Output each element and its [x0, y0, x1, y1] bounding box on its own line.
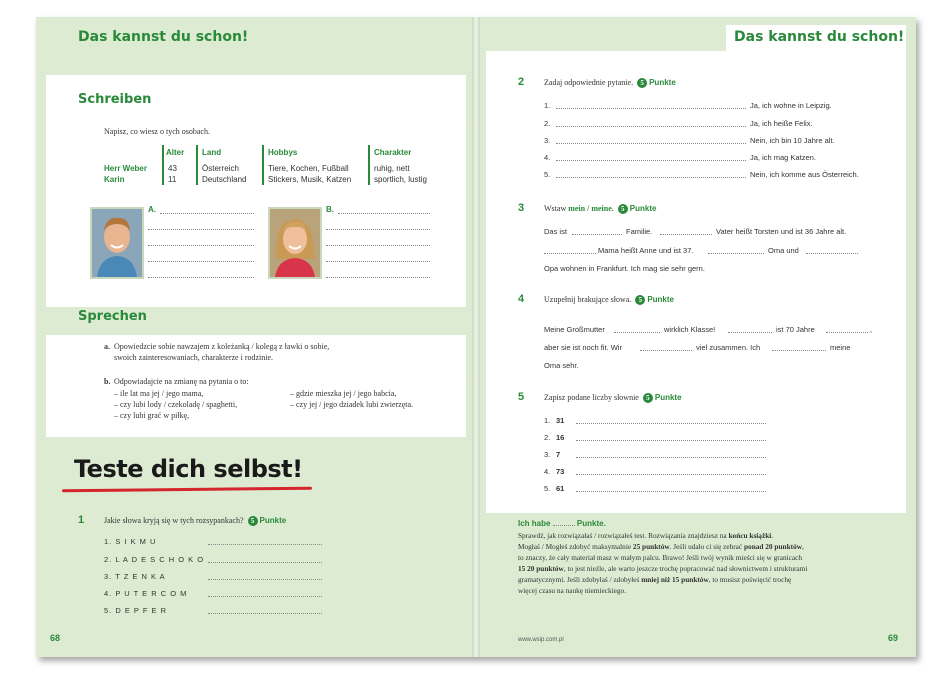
result-line	[518, 563, 878, 574]
page-number: 69	[888, 633, 899, 643]
answer-line[interactable]	[148, 229, 254, 230]
anagram-item: 3. T Z E N K A	[104, 572, 166, 581]
answer-line[interactable]	[208, 579, 322, 580]
table-divider	[262, 145, 264, 185]
answer-line[interactable]	[326, 245, 430, 246]
answer-line[interactable]	[326, 261, 430, 262]
item-num: 2.	[544, 119, 551, 128]
task-text	[544, 295, 674, 305]
text-segment: Oma und	[768, 246, 799, 255]
answer-line[interactable]	[326, 229, 430, 230]
label-b: B.	[326, 205, 334, 214]
item-answer: Nein, ich komme aus Österreich.	[750, 170, 859, 179]
text-bold: 25 punktów	[632, 542, 670, 551]
table-divider	[196, 145, 198, 185]
page-header: Das kannst du schon!	[78, 29, 249, 45]
text-segment: wirklich Klasse!	[664, 325, 716, 334]
text-segment: Familie.	[626, 227, 653, 236]
text-segment: Vater heißt Torsten und ist 36 Jahre alt.	[716, 227, 847, 236]
text-segment: .	[771, 531, 774, 540]
text-segment: Sprawdź, jak rozwiązałaś / rozwiązałeś test. Rozwiązania znajdziesz na	[518, 531, 729, 540]
text-segment: Opa wohnen in Frankfurt. Ich mag sie sehr gern.	[544, 264, 705, 273]
text-segment: aber sie ist noch fit. Wir	[544, 343, 622, 352]
task-instruction: Zapisz podane liczby słownie	[544, 393, 639, 402]
text-segment: meine	[830, 343, 851, 352]
sprechen-a-label: a.	[104, 342, 110, 351]
gap-line[interactable]	[614, 332, 660, 333]
row-land: Deutschland	[202, 175, 247, 184]
schreiben-title: Schreiben	[78, 92, 152, 107]
table-divider	[162, 145, 164, 185]
website: www.wsip.com.pl	[518, 637, 564, 643]
row-charakter: ruhig, nett	[374, 164, 410, 173]
boy-portrait-icon	[92, 209, 142, 277]
text-segment: , to jest nieźle, ale warto jeszcze trochę popracować nad słownictwem i strukturami	[563, 564, 808, 573]
points-badge: 5	[618, 204, 628, 214]
item-num: 5.	[544, 484, 551, 493]
sprechen-item: – czy lubi lody / czekoladę / spaghetti,	[114, 400, 238, 409]
book-gutter	[472, 17, 480, 657]
page-header: Das kannst du schon!	[734, 29, 905, 45]
number-value: 61	[556, 484, 565, 493]
task-number: 1	[78, 514, 85, 526]
points-badge: 5	[635, 295, 645, 305]
sprechen-item: – czy lubi grać w piłkę,	[114, 411, 190, 420]
result-line	[518, 574, 878, 585]
item-num: 3.	[544, 136, 551, 145]
answer-line[interactable]	[148, 245, 254, 246]
text-segment: ,	[870, 325, 873, 334]
sprechen-a-text: swoich zainteresowaniach, charakterze i rodzinie.	[114, 353, 274, 362]
gap-line[interactable]	[660, 234, 712, 235]
text-segment: Oma sehr.	[544, 361, 579, 370]
text-segment: ist 70 Jahre	[776, 325, 815, 334]
left-page	[36, 17, 476, 657]
item-num: 2.	[544, 433, 551, 442]
points-badge: 5	[637, 78, 647, 88]
col-alter: Alter	[166, 148, 185, 157]
gap-line[interactable]	[544, 253, 596, 254]
score-field[interactable]	[553, 525, 575, 526]
task-instruction: Wstaw	[544, 204, 567, 213]
gap-line[interactable]	[826, 332, 868, 333]
answer-line[interactable]	[148, 277, 254, 278]
answer-line[interactable]	[208, 596, 322, 597]
text-segment: ,	[801, 542, 804, 551]
schreiben-instruction: Napisz, co wiesz o tych osobach.	[104, 127, 210, 136]
col-charakter: Charakter	[374, 148, 412, 157]
number-value: 16	[556, 433, 565, 442]
points-label: Punkte	[654, 393, 682, 402]
answer-line[interactable]	[208, 544, 322, 545]
points-label: Punkte	[629, 204, 657, 213]
sprechen-item: – gdzie mieszka jej / jego babcia,	[290, 389, 397, 398]
row-charakter: sportlich, lustig	[374, 175, 427, 184]
item-num: 1.	[544, 101, 551, 110]
col-hobbys: Hobbys	[268, 148, 298, 157]
photo-karin	[268, 207, 322, 279]
row-alter: 43	[168, 164, 177, 173]
item-answer: Nein, ich bin 10 Jahre alt.	[750, 136, 835, 145]
number-value: 7	[556, 450, 561, 459]
text-segment: Meine Großmutter	[544, 325, 605, 334]
item-num: 3.	[544, 450, 551, 459]
task-text	[104, 516, 286, 526]
text-segment: Mogłaś / Mogłeś zdobyć maksymalnie	[518, 542, 633, 551]
table-divider	[368, 145, 370, 185]
test-title: Teste dich selbst!	[74, 455, 303, 483]
row-alter: 11	[168, 175, 177, 184]
anagram-item: 2. L A D E S C H O K O	[104, 555, 205, 564]
task-instruction: Zadaj odpowiednie pytanie.	[544, 78, 634, 87]
task-number: 3	[518, 202, 525, 214]
result-line: to znaczy, że cały materiał masz w małym palcu. Brawo! Jeśli twój wynik mieści się w granicach	[518, 553, 803, 562]
points-label: Punkte	[647, 295, 674, 304]
result-title-b: Punkte.	[576, 519, 606, 528]
anagram-item: 4. P U T E R C O M	[104, 589, 188, 598]
answer-line[interactable]	[556, 160, 746, 161]
result-title-a: Ich habe	[518, 519, 551, 528]
gap-line[interactable]	[640, 350, 692, 351]
photo-herr-weber	[90, 207, 144, 279]
text-segment: , to musisz poświęcić trochę	[708, 575, 792, 584]
result-line	[518, 530, 878, 541]
row-land: Österreich	[202, 164, 239, 173]
answer-line[interactable]	[338, 213, 430, 214]
item-answer: Ja, ich heiße Felix.	[750, 119, 813, 128]
gap-line[interactable]	[572, 234, 622, 235]
item-num: 1.	[544, 416, 551, 425]
item-answer: Ja, ich wohne in Leipzig.	[750, 101, 832, 110]
points-label: Punkte	[649, 78, 676, 87]
task-text	[544, 78, 676, 88]
text-segment: Das ist	[544, 227, 567, 236]
task-instruction: Uzupełnij brakujące słowa.	[544, 295, 632, 304]
text-segment: gramatycznymi. Jeśli zdobyłaś / zdobyłeś	[518, 575, 642, 584]
text-bold: końcu książki	[728, 531, 772, 540]
text-segment: viel zusammen. Ich	[696, 343, 761, 352]
answer-line[interactable]	[160, 213, 254, 214]
row-name: Herr Weber	[104, 164, 147, 173]
row-hobbys: Stickers, Musik, Katzen	[268, 175, 352, 184]
answer-line[interactable]	[208, 613, 322, 614]
item-num: 5.	[544, 170, 551, 179]
answer-line[interactable]	[326, 277, 430, 278]
result-title	[518, 519, 606, 528]
text-bold: ponad 20 punktów	[743, 542, 802, 551]
gap-line[interactable]	[806, 253, 858, 254]
answer-line[interactable]	[556, 177, 746, 178]
item-answer: Ja, ich mag Katzen.	[750, 153, 816, 162]
sprechen-a-text: Opowiedzcie sobie nawzajem z koleżanką / kolegą z ławki o sobie,	[114, 342, 330, 351]
answer-line[interactable]	[576, 491, 766, 492]
answer-line[interactable]	[556, 126, 746, 127]
sprechen-b-text: Odpowiadajcie na zmianę na pytania o to:	[114, 377, 249, 386]
row-hobbys: Tiere, Kochen, Fußball	[268, 164, 349, 173]
right-page	[476, 17, 916, 657]
result-text	[518, 530, 878, 596]
result-line: więcej czasu na naukę niemieckiego.	[518, 586, 626, 595]
anagram-item: 1. S I K M U	[104, 537, 157, 546]
sprechen-item: – czy jej / jego dziadek lubi zwierzęta.	[290, 400, 414, 409]
book-spread	[36, 17, 916, 657]
gap-line[interactable]	[708, 253, 764, 254]
row-name: Karin	[104, 175, 125, 184]
task-number: 2	[518, 76, 525, 88]
task-number: 5	[518, 391, 525, 403]
label-a: A.	[148, 205, 156, 214]
task-text	[544, 393, 682, 403]
task-text	[544, 204, 656, 214]
points-badge: 5	[643, 393, 653, 403]
col-land: Land	[202, 148, 222, 157]
task-keywords: mein / meine.	[568, 204, 614, 213]
anagram-item: 5. D E P F E R	[104, 606, 168, 615]
task-instruction: Jakie słowa kryją się w tych rozsypankach?	[104, 516, 244, 525]
points-label: Punkte	[259, 516, 287, 525]
text-segment: Mama heißt Anne und ist 37.	[598, 246, 694, 255]
answer-line[interactable]	[208, 562, 322, 563]
points-badge: 5	[248, 516, 258, 526]
answer-line[interactable]	[556, 108, 746, 109]
sprechen-title: Sprechen	[78, 309, 147, 324]
answer-line[interactable]	[556, 143, 746, 144]
text-bold: mniej niż 15 punktów	[641, 575, 709, 584]
sprechen-b-label: b.	[104, 377, 111, 386]
page-number: 68	[50, 633, 61, 643]
text-segment: . Jeśli udało ci się zebrać	[669, 542, 744, 551]
answer-line[interactable]	[576, 474, 766, 475]
item-num: 4.	[544, 467, 551, 476]
girl-portrait-icon	[270, 209, 320, 277]
sprechen-item: – ile lat ma jej / jego mama,	[114, 389, 204, 398]
answer-line[interactable]	[576, 440, 766, 441]
gap-line[interactable]	[772, 350, 826, 351]
answer-line[interactable]	[148, 261, 254, 262]
item-num: 4.	[544, 153, 551, 162]
number-value: 73	[556, 467, 565, 476]
answer-line[interactable]	[576, 457, 766, 458]
answer-line[interactable]	[576, 423, 766, 424]
result-line	[518, 541, 878, 552]
gap-line[interactable]	[728, 332, 772, 333]
title-underline	[62, 487, 312, 493]
number-value: 31	[556, 416, 565, 425]
task-number: 4	[518, 293, 525, 305]
text-bold: 15 20 punktów	[518, 564, 564, 573]
